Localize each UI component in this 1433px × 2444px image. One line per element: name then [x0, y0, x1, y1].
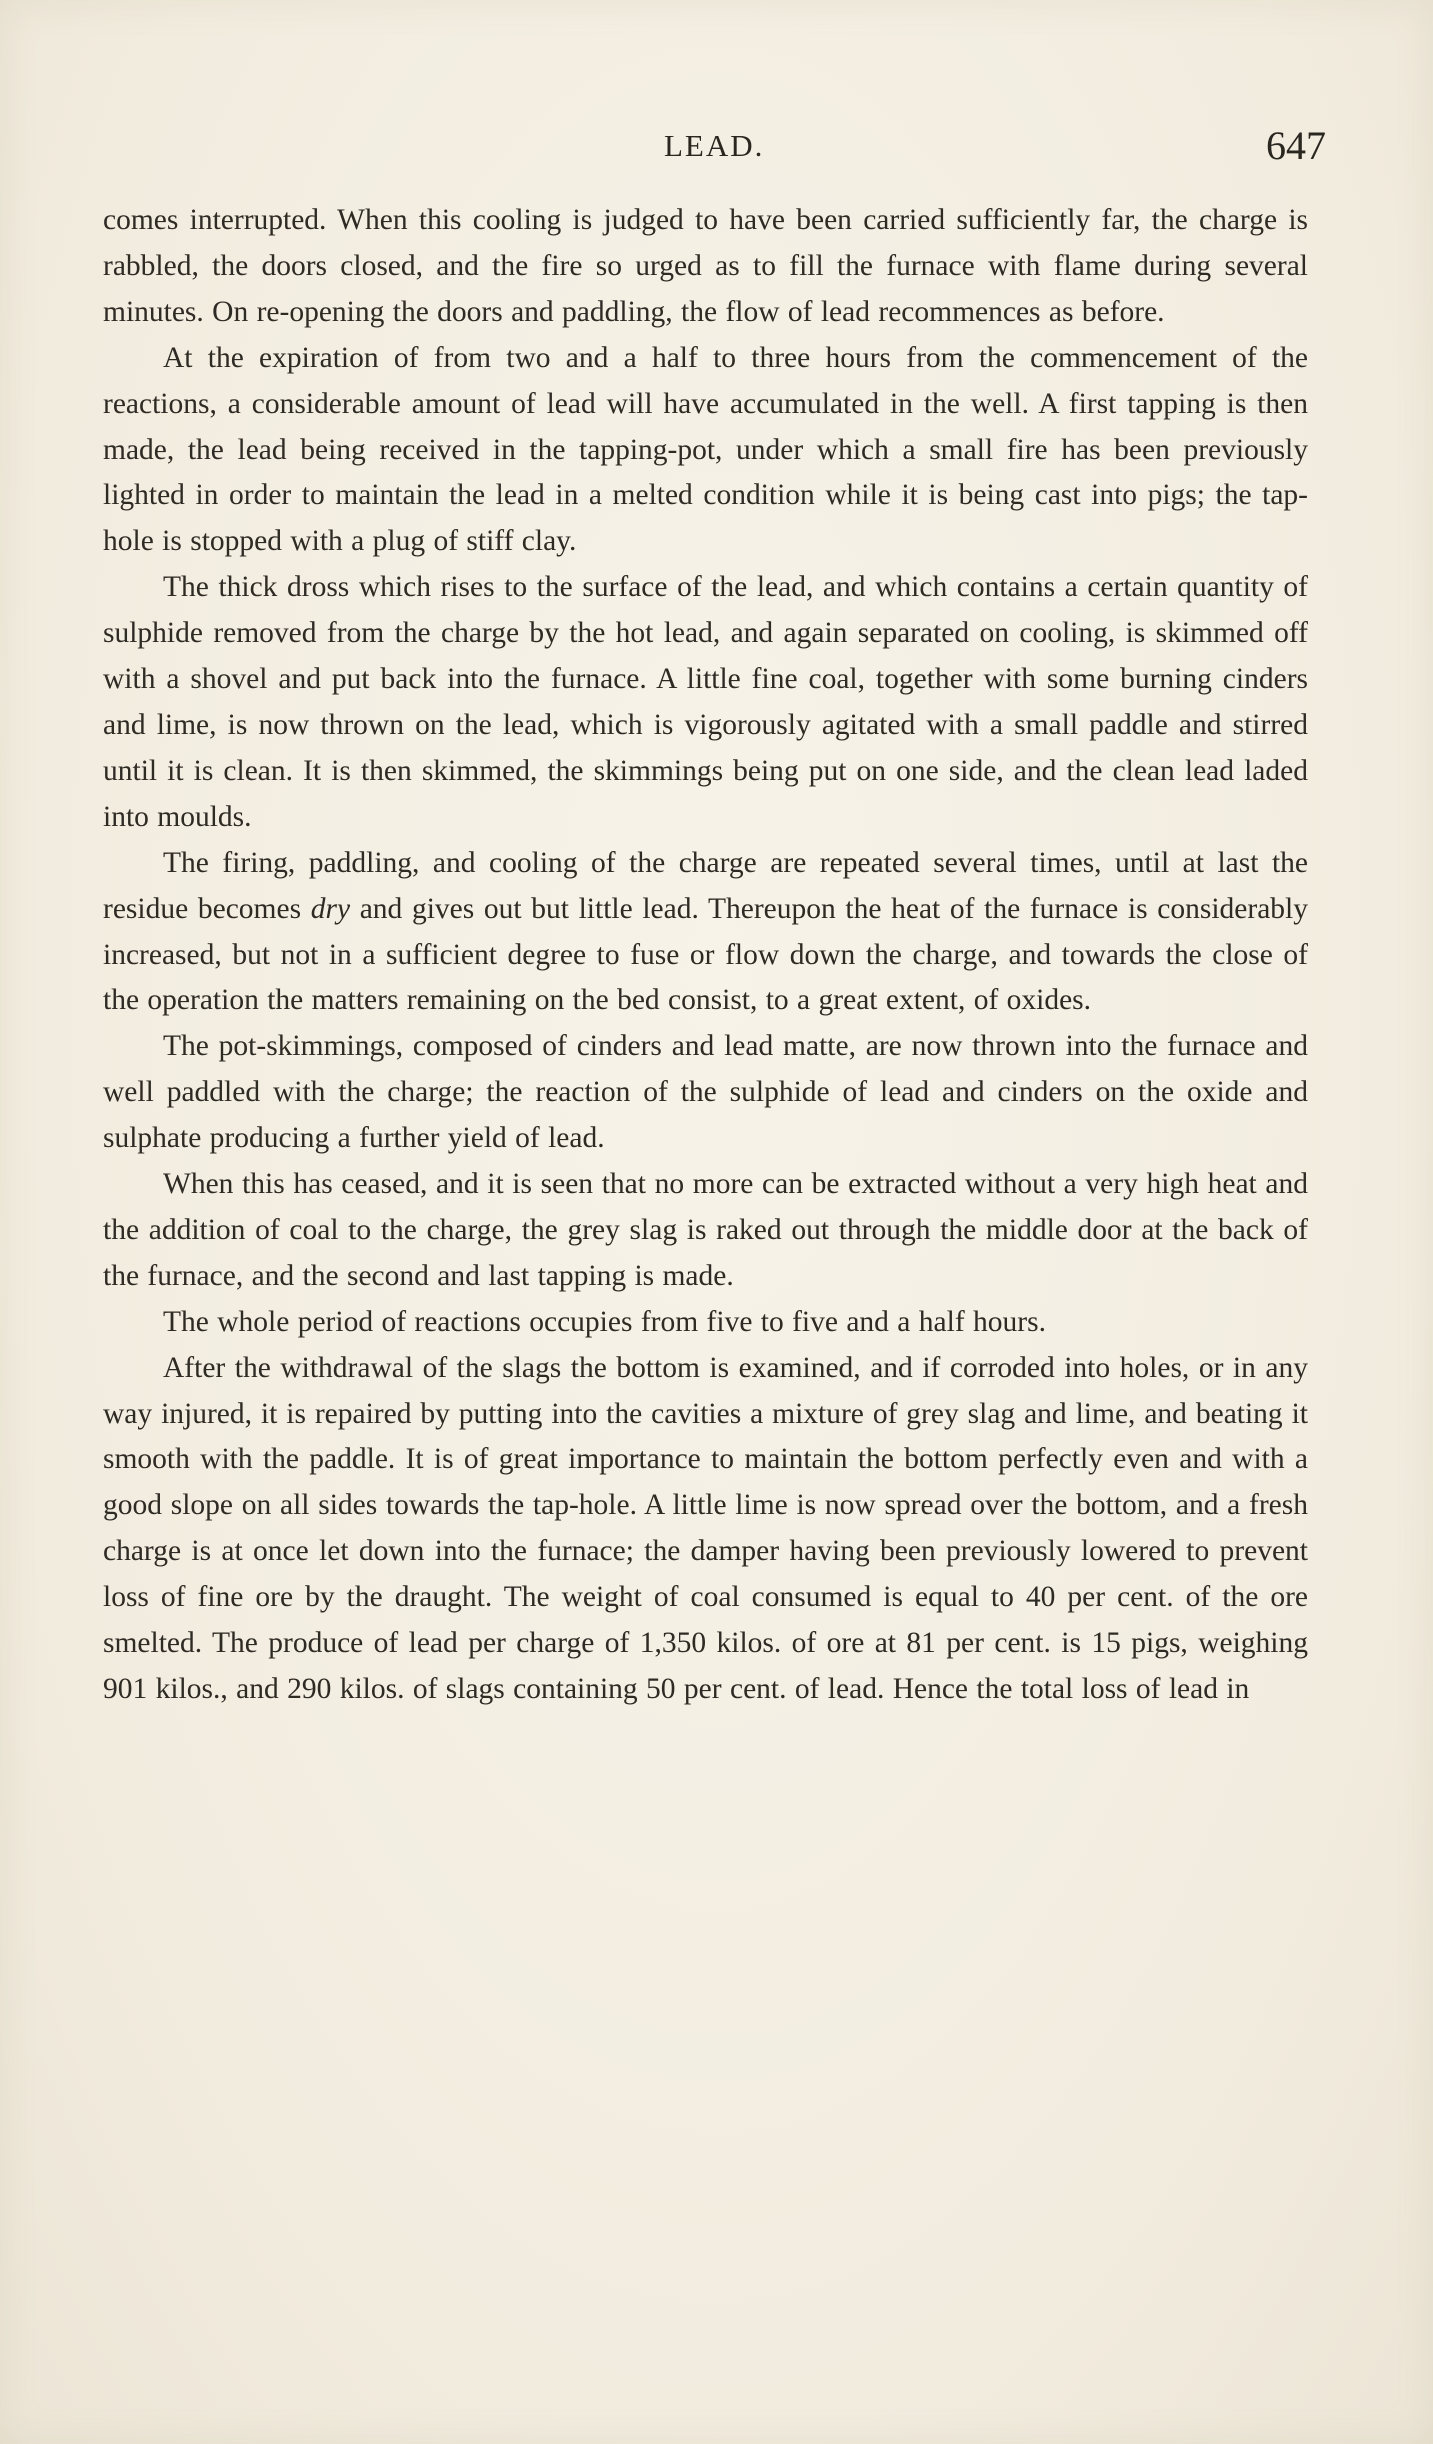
paragraph-text: and gives out but little lead. Thereupon the heat of the furnace is considerably increased, but not in a sufficient degree to fuse or flow down the charge, and towards the close of the operation the matters remaining on the bed consist, to a great extent, of oxides. — [103, 892, 1308, 1017]
running-head — [0, 122, 1433, 172]
paragraph: The thick dross which rises to the surface of the lead, and which contains a certain quantity of sulphide removed from the charge by the hot lead, and again separated on cooling, is skimmed off with a shovel and put back into the furnace. A little fine coal, together with some burning cinders and lime, is now thrown on the lead, which is vigorously agitated with a small paddle and stirred until it is clean. It is then skimmed, the skimmings being put on one side, and the clean lead laded into moulds. — [103, 571, 1308, 833]
running-title: LEAD. — [664, 128, 765, 163]
italic-word: dry — [310, 892, 351, 925]
paragraph: After the withdrawal of the slags the bottom is examined, and if corroded into holes, or in any way injured, it is repaired by putting into the cavities a mixture of grey slag and lime, and beating it smooth with the paddle. It is of great importance to maintain the bottom perfectly even and with a good slope on all sides towards the tap-hole. A little lime is now spread over the bottom, and a fresh charge is at once let down into the furnace; the damper having been previously lowered to prevent loss of fine ore by the draught. The weight of coal consumed is equal to 40 per cent. of the ore smelted. The produce of lead per charge of 1,350 kilos. of ore at 81 per cent. is 15 pigs, weighing 901 kilos., and 290 kilos. of slags containing 50 per cent. of lead. Hence the total loss of lead in — [103, 1351, 1308, 1705]
text-body — [103, 198, 1308, 1713]
paragraph-text: The firing, paddling, and cooling of the charge are repeated several times, until at last the residue becomes — [103, 846, 1308, 925]
paragraph-continuation: comes interrupted. When this cooling is judged to have been carried sufficiently far, the charge is rabbled, the doors closed, and the fire so urged as to fill the furnace with flame during several minutes. On re-opening the doors and paddling, the flow of lead recommences as before. — [103, 204, 1308, 328]
page-number: 647 — [1266, 123, 1326, 168]
paragraph — [103, 841, 1308, 1025]
paragraph: When this has ceased, and it is seen that no more can be extracted without a very high heat and the addition of coal to the charge, the grey slag is raked out through the middle door at the back of the furnace, and the second and last tapping is made. — [103, 1168, 1308, 1292]
paragraph: At the expiration of from two and a half to three hours from the commencement of the reactions, a considerable amount of lead will have accumulated in the well. A first tapping is then made, the lead being received in the tapping-pot, under which a small fire has been previously lighted in order to maintain the lead in a melted condition while it is being cast into pigs; the tap-hole is stopped with a plug of stiff clay. — [103, 341, 1308, 558]
paragraph: The whole period of reactions occupies from five to five and a half hours. — [163, 1305, 1046, 1338]
paragraph: The pot-skimmings, composed of cinders and lead matte, are now thrown into the furnace and well paddled with the charge; the reaction of the sulphide of lead and cinders on the oxide and sulphate producing a further yield of lead. — [103, 1030, 1308, 1155]
